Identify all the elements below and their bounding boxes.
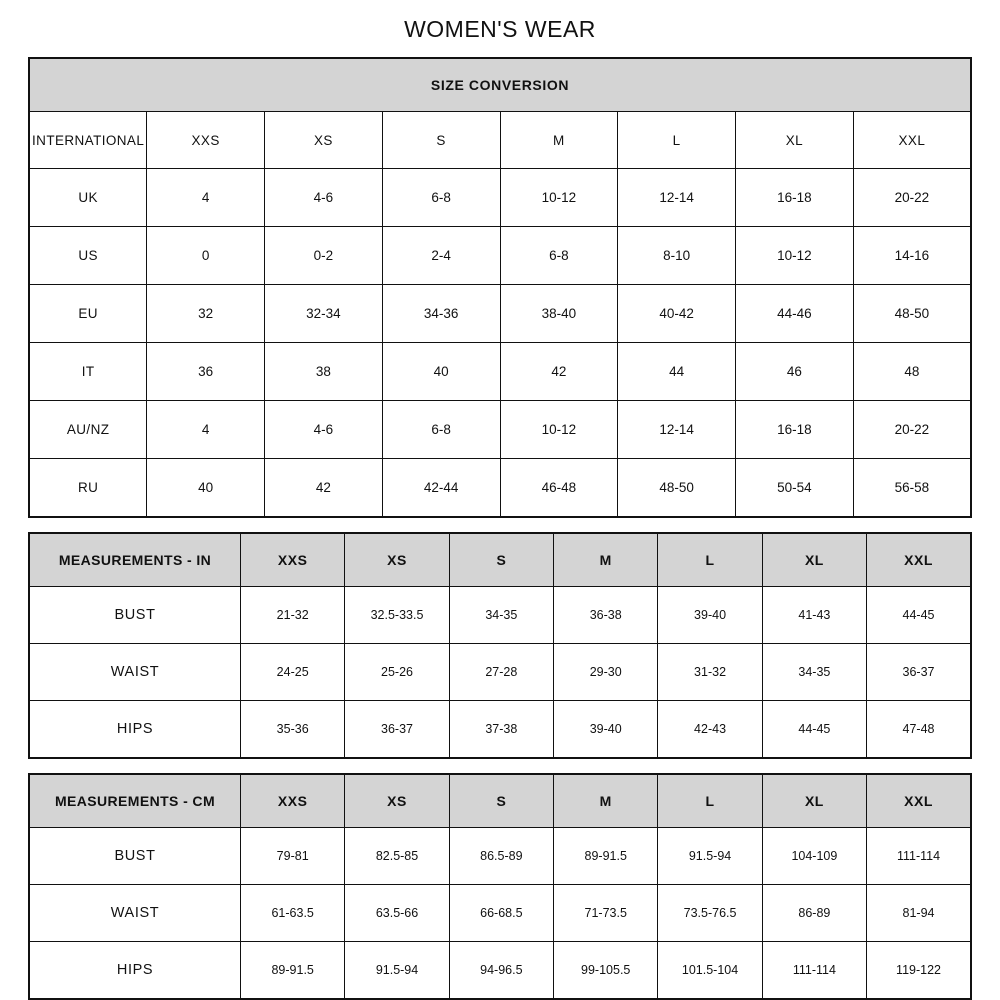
size-conversion-banner: SIZE CONVERSION [29, 58, 971, 112]
cell: 16-18 [736, 401, 854, 459]
measurements-in-header-xxl: XXL [867, 533, 971, 587]
cell: 36-37 [867, 644, 971, 701]
table-row [29, 587, 971, 644]
cell: 12-14 [618, 169, 736, 227]
cell: 24-25 [241, 644, 345, 701]
table-row [29, 343, 971, 401]
table-row [29, 401, 971, 459]
cell: 86-89 [762, 885, 866, 942]
measurements-cm-table [28, 773, 972, 1000]
cell: 42 [500, 343, 618, 401]
cell: 94-96.5 [449, 942, 553, 1000]
row-label: BUST [29, 828, 241, 885]
cell: 39-40 [554, 701, 658, 759]
table-row [29, 285, 971, 343]
cell: 86.5-89 [449, 828, 553, 885]
measurements-cm-header-m: M [554, 774, 658, 828]
cell: 91.5-94 [658, 828, 762, 885]
cell: 4-6 [265, 169, 383, 227]
row-label: EU [29, 285, 147, 343]
conversion-header-international: INTERNATIONAL [29, 112, 147, 169]
cell: 6-8 [382, 401, 500, 459]
cell: 41-43 [762, 587, 866, 644]
conversion-header-s: S [382, 112, 500, 169]
cell: 50-54 [736, 459, 854, 518]
cell: 99-105.5 [554, 942, 658, 1000]
cell: 79-81 [241, 828, 345, 885]
table-row [29, 701, 971, 759]
cell: 44 [618, 343, 736, 401]
table-row [29, 227, 971, 285]
measurements-in-header-xs: XS [345, 533, 449, 587]
row-label: HIPS [29, 701, 241, 759]
cell: 10-12 [500, 169, 618, 227]
row-label: AU/NZ [29, 401, 147, 459]
row-label: IT [29, 343, 147, 401]
cell: 104-109 [762, 828, 866, 885]
cell: 40-42 [618, 285, 736, 343]
cell: 91.5-94 [345, 942, 449, 1000]
cell: 36-37 [345, 701, 449, 759]
cell: 4 [147, 169, 265, 227]
cell: 48-50 [618, 459, 736, 518]
cell: 44-45 [867, 587, 971, 644]
cell: 10-12 [736, 227, 854, 285]
cell: 4 [147, 401, 265, 459]
cell: 32.5-33.5 [345, 587, 449, 644]
conversion-header-xs: XS [265, 112, 383, 169]
measurements-cm-header-xl: XL [762, 774, 866, 828]
table-row [29, 885, 971, 942]
cell: 47-48 [867, 701, 971, 759]
cell: 63.5-66 [345, 885, 449, 942]
row-label: RU [29, 459, 147, 518]
cell: 111-114 [867, 828, 971, 885]
table-row [29, 828, 971, 885]
cell: 61-63.5 [241, 885, 345, 942]
measurements-cm-header-label: MEASUREMENTS - CM [29, 774, 241, 828]
cell: 38-40 [500, 285, 618, 343]
cell: 20-22 [853, 401, 971, 459]
measurements-in-header-xxs: XXS [241, 533, 345, 587]
table-row [29, 169, 971, 227]
cell: 36 [147, 343, 265, 401]
cell: 10-12 [500, 401, 618, 459]
cell: 32-34 [265, 285, 383, 343]
cell: 71-73.5 [554, 885, 658, 942]
size-conversion-table [28, 57, 972, 518]
cell: 48 [853, 343, 971, 401]
cell: 36-38 [554, 587, 658, 644]
cell: 4-6 [265, 401, 383, 459]
cell: 89-91.5 [241, 942, 345, 1000]
cell: 34-35 [449, 587, 553, 644]
cell: 42-44 [382, 459, 500, 518]
cell: 38 [265, 343, 383, 401]
row-label: WAIST [29, 885, 241, 942]
cell: 31-32 [658, 644, 762, 701]
cell: 14-16 [853, 227, 971, 285]
conversion-header-xxl: XXL [853, 112, 971, 169]
measurements-cm-header-xxl: XXL [867, 774, 971, 828]
cell: 27-28 [449, 644, 553, 701]
table-row [29, 644, 971, 701]
cell: 37-38 [449, 701, 553, 759]
table-row [29, 459, 971, 518]
measurements-cm-header-xxs: XXS [241, 774, 345, 828]
cell: 20-22 [853, 169, 971, 227]
cell: 0 [147, 227, 265, 285]
cell: 73.5-76.5 [658, 885, 762, 942]
cell: 35-36 [241, 701, 345, 759]
measurements-in-header-label: MEASUREMENTS - IN [29, 533, 241, 587]
cell: 6-8 [500, 227, 618, 285]
measurements-cm-header-xs: XS [345, 774, 449, 828]
cell: 29-30 [554, 644, 658, 701]
cell: 8-10 [618, 227, 736, 285]
cell: 42-43 [658, 701, 762, 759]
measurements-in-header-xl: XL [762, 533, 866, 587]
cell: 46-48 [500, 459, 618, 518]
row-label: WAIST [29, 644, 241, 701]
row-label: BUST [29, 587, 241, 644]
measurements-cm-header-s: S [449, 774, 553, 828]
conversion-header-l: L [618, 112, 736, 169]
cell: 89-91.5 [554, 828, 658, 885]
cell: 12-14 [618, 401, 736, 459]
cell: 66-68.5 [449, 885, 553, 942]
cell: 32 [147, 285, 265, 343]
cell: 34-35 [762, 644, 866, 701]
row-label: HIPS [29, 942, 241, 1000]
measurements-in-header-m: M [554, 533, 658, 587]
cell: 111-114 [762, 942, 866, 1000]
page-title: WOMEN'S WEAR [404, 16, 596, 42]
cell: 81-94 [867, 885, 971, 942]
cell: 40 [382, 343, 500, 401]
cell: 25-26 [345, 644, 449, 701]
cell: 21-32 [241, 587, 345, 644]
cell: 40 [147, 459, 265, 518]
cell: 16-18 [736, 169, 854, 227]
conversion-header-xxs: XXS [147, 112, 265, 169]
cell: 34-36 [382, 285, 500, 343]
conversion-header-xl: XL [736, 112, 854, 169]
cell: 44-46 [736, 285, 854, 343]
cell: 119-122 [867, 942, 971, 1000]
cell: 6-8 [382, 169, 500, 227]
row-label: UK [29, 169, 147, 227]
cell: 82.5-85 [345, 828, 449, 885]
row-label: US [29, 227, 147, 285]
cell: 46 [736, 343, 854, 401]
measurements-in-header-s: S [449, 533, 553, 587]
cell: 48-50 [853, 285, 971, 343]
conversion-header-m: M [500, 112, 618, 169]
cell: 101.5-104 [658, 942, 762, 1000]
cell: 2-4 [382, 227, 500, 285]
cell: 39-40 [658, 587, 762, 644]
cell: 56-58 [853, 459, 971, 518]
measurements-cm-header-l: L [658, 774, 762, 828]
table-row [29, 942, 971, 1000]
cell: 44-45 [762, 701, 866, 759]
measurements-in-table [28, 532, 972, 759]
cell: 42 [265, 459, 383, 518]
measurements-in-header-l: L [658, 533, 762, 587]
cell: 0-2 [265, 227, 383, 285]
